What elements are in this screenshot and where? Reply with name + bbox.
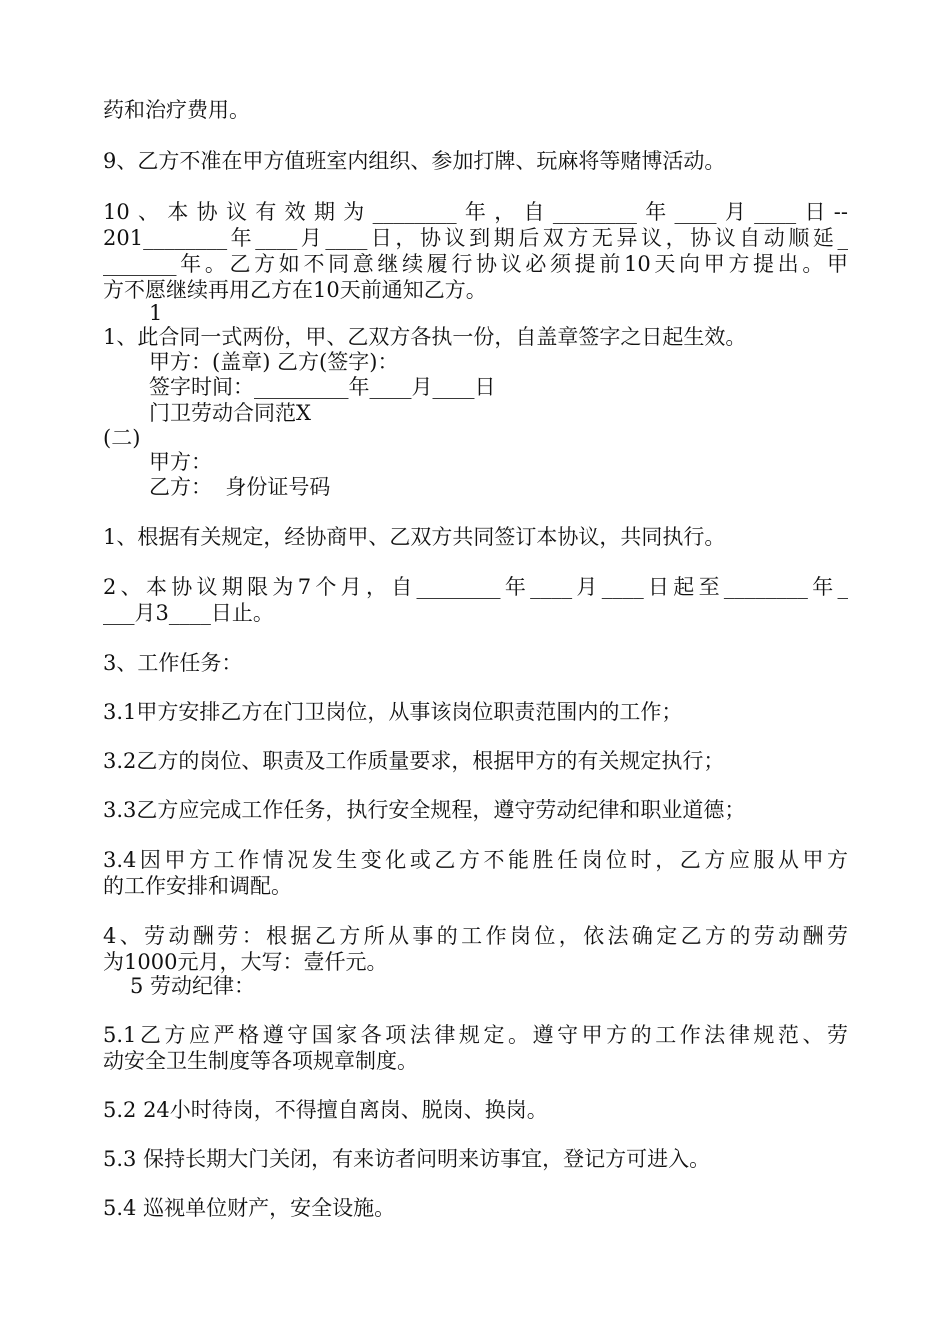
clause-10-line-4: 方不愿继续再用乙方在10天前通知乙方。 xyxy=(103,278,487,302)
clause-5-1-line-1: 5.1乙方应严格遵守国家各项法律规定。遵守甲方的工作法律规范、劳 xyxy=(103,1023,848,1047)
document-subtitle: 门卫劳动合同范X xyxy=(149,401,311,425)
clause-9: 9、乙方不准在甲方值班室内组织、参加打牌、玩麻将等赌博活动。 xyxy=(103,149,726,173)
party-a-label: 甲方： xyxy=(149,450,212,474)
clause-5-2: 5.2 24小时待岗，不得擅自离岗、脱岗、换岗。 xyxy=(103,1098,548,1122)
clause-5-3: 5.3 保持长期大门关闭，有来访者问明来访事宜，登记方可进入。 xyxy=(103,1147,711,1171)
section-number: (二) xyxy=(103,426,141,450)
clause-10-line-2: 201________年____月____日，协议到期后双方无异议，协议自动顺延_ xyxy=(103,226,848,250)
clause-3-4-line-1: 3.4因甲方工作情况发生变化或乙方不能胜任岗位时，乙方应服从甲方 xyxy=(103,848,848,872)
page-number: 1 xyxy=(149,301,163,325)
clause-10-line-1: 10、本协议有效期为________年，自________年____月____日-- xyxy=(103,200,848,224)
clause-4-line-1: 4、劳动酬劳：根据乙方所从事的工作岗位，依法确定乙方的劳动酬劳 xyxy=(103,924,848,948)
clause-copies: 1、此合同一式两份，甲、乙双方各执一份，自盖章签字之日起生效。 xyxy=(103,325,747,349)
clause-5-4: 5.4 巡视单位财产，安全设施。 xyxy=(103,1196,396,1220)
party-b-label: 乙方： 身份证号码 xyxy=(149,475,331,499)
clause-3-3: 3.3乙方应完成工作任务，执行安全规程，遵守劳动纪律和职业道德； xyxy=(103,798,746,822)
clause-4-line-2: 为1000元月，大写：壹仟元。 xyxy=(103,950,388,974)
clause-1: 1、根据有关规定，经协商甲、乙双方共同签订本协议，共同执行。 xyxy=(103,525,726,549)
clause-2-line-1: 2、本协议期限为7个月，自________年____月____日起至________年_ xyxy=(103,575,848,599)
signature-date: 签字时间：_________年____月____日 xyxy=(149,375,496,399)
clause-3-2: 3.2乙方的岗位、职责及工作质量要求，根据甲方的有关规定执行； xyxy=(103,749,725,773)
clause-5-1-line-2: 动安全卫生制度等各项规章制度。 xyxy=(103,1049,418,1073)
paragraph-line: 药和治疗费用。 xyxy=(103,98,250,122)
clause-3-4-line-2: 的工作安排和调配。 xyxy=(103,874,292,898)
clause-3-1: 3.1甲方安排乙方在门卫岗位，从事该岗位职责范围内的工作； xyxy=(103,700,683,724)
signature-parties: 甲方：(盖章) 乙方(签字)： xyxy=(149,350,399,374)
clause-10-line-3: _______年。乙方如不同意继续履行协议必须提前10天向甲方提出。甲 xyxy=(103,252,848,276)
clause-5: 5 劳动纪律： xyxy=(130,974,256,998)
clause-2-line-2: ___月3____日止。 xyxy=(103,601,274,625)
clause-3: 3、工作任务： xyxy=(103,651,243,675)
